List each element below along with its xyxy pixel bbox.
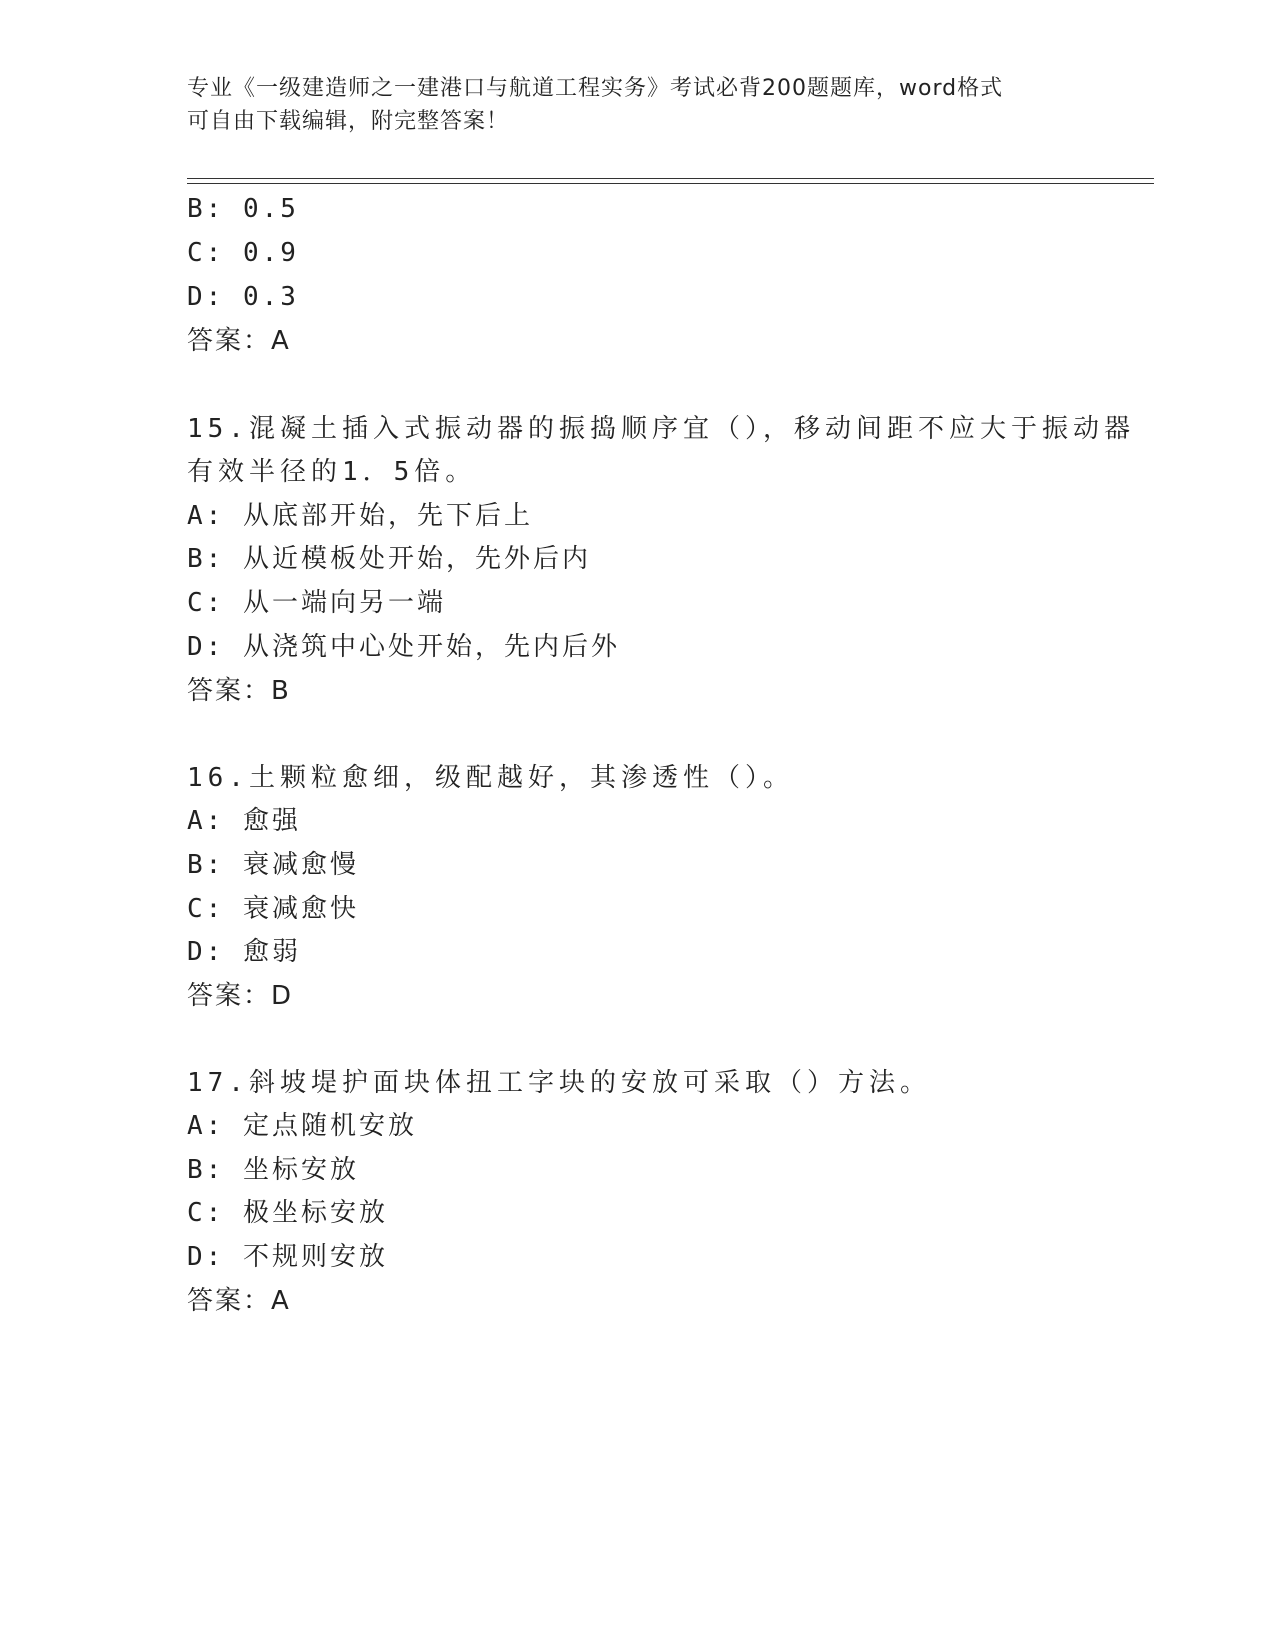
q15-option-c: C: 从一端向另一端	[187, 588, 446, 618]
q17-answer: 答案：A	[187, 1286, 291, 1316]
q16-option-a: A: 愈强	[187, 806, 301, 836]
q14-option-b: B: 0.5	[187, 194, 299, 224]
q14-option-c: C: 0.9	[187, 238, 299, 268]
q17-option-a: A: 定点随机安放	[187, 1111, 417, 1141]
q16-stem-line-1: 16.土颗粒愈细，级配越好，其渗透性（）。	[187, 763, 794, 793]
q15-option-b: B: 从近模板处开始，先外后内	[187, 544, 591, 574]
header-divider-top	[187, 178, 1154, 179]
header-divider-bottom	[187, 183, 1154, 184]
header-title-line-2: 可自由下载编辑，附完整答案！	[187, 109, 510, 134]
q15-option-d: D: 从浇筑中心处开始，先内后外	[187, 632, 620, 662]
q17-option-d: D: 不规则安放	[187, 1242, 388, 1272]
q15-option-a: A: 从底部开始，先下后上	[187, 501, 533, 531]
q15-stem-line-1: 15.混凝土插入式振动器的振捣顺序宜（），移动间距不应大于振动器	[187, 414, 1135, 444]
document-header	[187, 72, 1087, 138]
q15-answer: 答案：B	[187, 676, 291, 706]
q16-option-b: B: 衰减愈慢	[187, 850, 359, 880]
header-title-line-1: 专业《一级建造师之一建港口与航道工程实务》考试必背200题题库，word格式	[187, 76, 1004, 101]
q17-option-c: C: 极坐标安放	[187, 1198, 388, 1228]
q16-option-c: C: 衰减愈快	[187, 894, 359, 924]
q15-stem-line-2: 有效半径的1．5倍。	[187, 457, 477, 487]
q17-option-b: B: 坐标安放	[187, 1155, 359, 1185]
q16-option-d: D: 愈弱	[187, 937, 301, 967]
q14-option-d: D: 0.3	[187, 282, 299, 312]
q17-stem-line-1: 17.斜坡堤护面块体扭工字块的安放可采取（）方法。	[187, 1068, 931, 1098]
q14-answer: 答案：A	[187, 326, 291, 356]
q16-answer: 答案：D	[187, 981, 294, 1011]
